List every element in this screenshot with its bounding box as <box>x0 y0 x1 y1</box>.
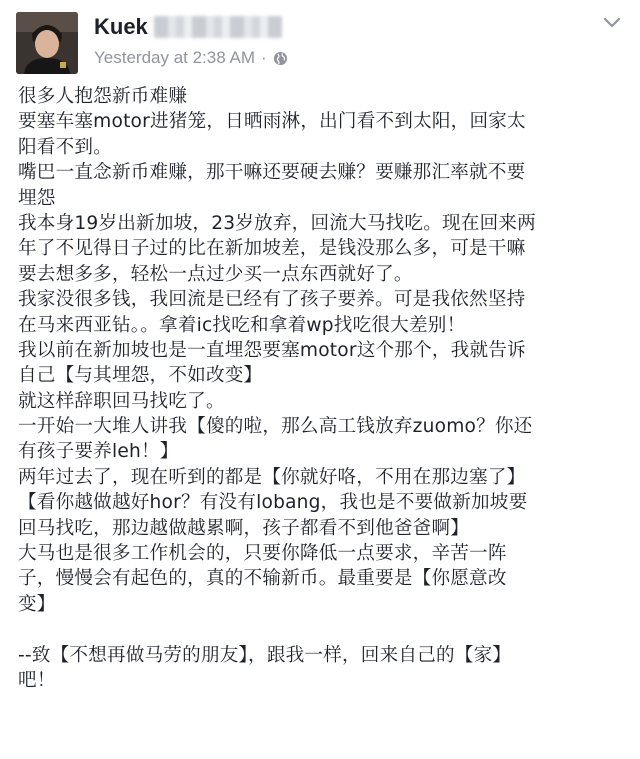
post-text-line: 我本身19岁出新加坡，23岁放弃，回流大马找吃。现在回来两 <box>18 212 536 234</box>
post-text-line: 一开始一大堆人讲我【傻的啦，那么高工钱放弃zuomo？你还 <box>18 416 533 438</box>
post-text-line: 要塞车塞motor进猪笼，日晒雨淋，出门看不到太阳，回家太 <box>18 111 526 133</box>
post-text-line: 很多人抱怨新币难赚 <box>18 86 188 107</box>
post-text-line: 子，慢慢会有起色的，真的不输新币。最重要是【你愿意改 <box>18 568 507 590</box>
post-text-line: 嘴巴一直念新币难赚，那干嘛还要硬去赚？要赚那汇率就不要 <box>18 162 526 184</box>
post-text-line: 阳看不到。 <box>18 136 112 158</box>
post-text-line: --致【不想再做马劳的朋友】，跟我一样，回来自己的【家】 <box>18 644 512 666</box>
chevron-down-icon[interactable] <box>600 10 624 34</box>
post-text-line: 年了不见得日子过的比在新加坡差，是钱没那么多，可是干嘛 <box>18 238 526 260</box>
post-text-line: 我家没很多钱，我回流是已经有了孩子要养。可是我依然坚持 <box>18 289 526 311</box>
author-name[interactable]: Kuek <box>94 14 148 39</box>
post-text-line: 就这样辞职回马找吃了。 <box>18 390 225 412</box>
post-text-line: 我以前在新加坡也是一直埋怨要塞motor这个那个，我就告诉 <box>18 339 526 361</box>
post-text-line: 要去想多多，轻松一点过少买一点东西就好了。 <box>18 263 413 285</box>
blank-line <box>18 617 626 642</box>
post-text-line: 在马来西亚钻。。拿着ic找吃和拿着wp找吃很大差别！ <box>18 314 466 336</box>
post-body <box>18 84 626 693</box>
post-text-line: 两年过去了，现在听到的都是【你就好咯，不用在那边塞了】 <box>18 466 526 488</box>
post-text-line: 【看你越做越好hor？有没有lobang，我也是不要做新加坡要 <box>18 492 528 514</box>
redacted-surname <box>154 16 282 38</box>
post-text-line: 埋怨 <box>18 187 56 209</box>
post-text-line: 自己【与其埋怨，不如改变】 <box>18 365 263 387</box>
post-text-line: 变】 <box>18 593 56 615</box>
post-text-line: 吧！ <box>18 669 56 691</box>
avatar[interactable] <box>16 12 78 74</box>
post-timestamp[interactable]: Yesterday at 2:38 AM <box>94 48 255 67</box>
post-text-line: 有孩子要养leh！】 <box>18 441 179 463</box>
post-text-line: 大马也是很多工作机会的，只要你降低一点要求，辛苦一阵 <box>18 543 507 565</box>
post-text-line: 回马找吃，那边越做越累啊，孩子都看不到他爸爸啊】 <box>18 517 470 539</box>
meta-separator: · <box>260 48 267 67</box>
globe-icon[interactable] <box>273 51 288 66</box>
